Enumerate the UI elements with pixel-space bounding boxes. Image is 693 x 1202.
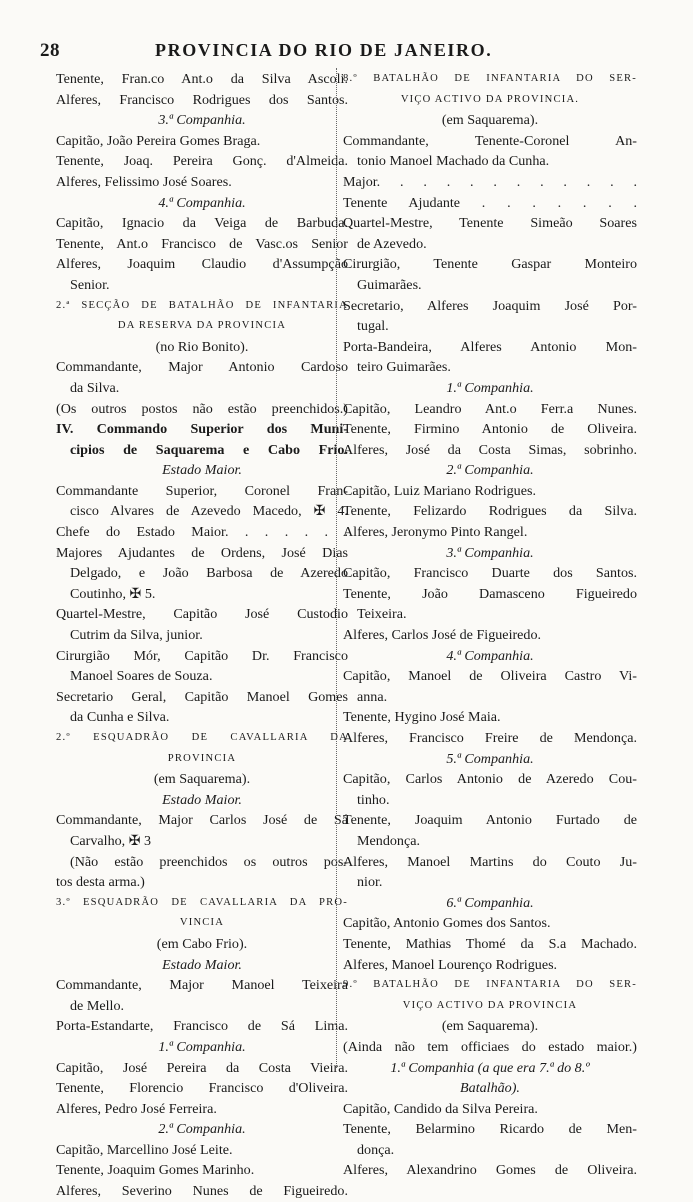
text-line: 2.ª SECÇÃO DE BATALHÃO DE INFANTARIA [56,299,348,311]
text-line: teiro Guimarães. [357,359,451,376]
text-line: Tenente, Fran.co Ant.o da Silva Ascoli. [56,71,348,87]
text-line: Tenente, Joaq. Pereira Gonç. d'Almeida. [56,153,348,170]
right-column [343,69,637,1181]
text-line: (em Saquarema). [153,771,251,788]
text-line: 1.ª Companhia. [446,379,534,396]
text-line: Commandante, Tenente-Coronel An- [343,132,637,149]
text-line: Alferes, Joaquim Claudio d'Assumpção [56,256,348,273]
text-line: tonio Manoel Machado da Cunha. [357,153,550,170]
text-line: Capitão, Luiz Mariano Rodrigues. [343,482,536,499]
text-line: Capitão, Leandro Ant.o Ferr.a Nunes. [343,400,637,417]
text-line: Manoel Soares de Souza. [70,668,213,685]
text-line: Tenente, Belarmino Ricardo de Men- [343,1121,637,1138]
text-line: nior. [357,874,383,891]
column-divider [336,68,337,1068]
text-line: IV. Commando Superior dos Muni- [56,421,348,438]
text-line: de Azevedo. [357,235,427,252]
text-line: Tenente, Ant.o Francisco de Vasc.os Senior [56,235,348,252]
text-line: VIÇO ACTIVO DA PROVINCIA. [400,93,580,105]
text-line: Commandante, Major Carlos José de Sá [56,812,348,829]
text-line: 8.º BATALHÃO DE INFANTARIA DO SER- [343,73,637,84]
text-line: Cirurgião Mór, Capitão Dr. Francisco [56,647,348,664]
text-line: 2.º ESQUADRÃO DE CAVALLARIA DA [56,732,348,743]
text-line: Capitão, Carlos Antonio de Azeredo Cou- [343,771,637,788]
text-line: (em Cabo Frio). [156,935,248,952]
text-line: Secretario, Alferes Joaquim José Por- [343,297,637,314]
text-line: de Mello. [70,997,125,1014]
text-line: Chefe do Estado Maior. . . . . . . [56,524,348,541]
text-line: Estado Maior. [162,462,242,479]
text-line: Alferes, Francisco Rodrigues dos Santos. [56,91,348,108]
text-line: Tenente, Felizardo Rodrigues da Silva. [343,503,637,520]
text-line: Porta-Bandeira, Alferes Antonio Mon- [343,338,637,355]
text-line: Tenente Ajudante . . . . . . . [343,194,637,211]
text-line: (no Rio Bonito). [155,338,249,355]
text-line: Alferes, José da Costa Simas, sobrinho. [343,441,637,458]
text-line: 1.ª Companhia (a que era 7.ª do 8.º [390,1059,590,1076]
text-line: 3.ª Companhia. [446,544,534,561]
text-line: anna. [357,688,388,705]
text-line: Alferes, Pedro José Ferreira. [56,1100,217,1117]
text-line: Alferes, Alexandrino Gomes de Oliveira. [343,1162,637,1179]
text-line: 3.ª Companhia. [158,112,246,129]
text-line: Capitão, Antonio Gomes dos Santos. [343,915,551,932]
text-line: (Os outros postos não estão preenchidos.) [56,400,348,417]
text-line: 3.º ESQUADRÃO DE CAVALLARIA DA PRO- [56,896,348,908]
text-line: 5.ª Companhia. [446,750,534,767]
text-line: da Cunha e Silva. [70,709,170,726]
text-line: VINCIA [179,917,225,929]
text-line: (Ainda não tem officiaes do estado maior.) [343,1038,637,1055]
text-line: Alferes, Jeronymo Pinto Rangel. [343,524,528,541]
page-header [40,40,640,66]
text-line: Quartel-Mestre, Capitão José Custodio [56,606,348,623]
text-line: Tenente, Mathias Thomé da S.a Machado. [343,935,637,952]
text-line: Alferes, Francisco Freire de Mendonça. [343,730,637,746]
text-line: 2.ª Companhia. [158,1121,246,1138]
text-line: Senior. [70,276,110,293]
text-line: tugal. [357,318,389,335]
text-line: Estado Maior. [162,791,242,808]
text-line: 6.ª Companhia. [446,894,534,911]
text-line: 9.º BATALHÃO DE INFANTARIA DO SER- [343,979,637,991]
text-line: Tenente, Florencio Francisco d'Oliveira. [56,1080,348,1097]
text-line: Tenente, Firmino Antonio de Oliveira. [343,421,637,438]
text-line: DA RESERVA DA PROVINCIA [117,320,287,332]
text-line: Tenente, Joaquim Gomes Marinho. [56,1162,255,1179]
text-line: Coutinho, ✠ 5. [70,585,156,602]
text-line: Capitão, Marcellino José Leite. [56,1141,233,1158]
text-line: Commandante Superior, Coronel Fran- [56,482,348,499]
text-line: Capitão, Manoel de Oliveira Castro Vi- [343,668,637,685]
text-line: Quartel-Mestre, Tenente Simeão Soares [343,215,637,232]
text-line: Cutrim da Silva, junior. [70,627,203,644]
text-line: Capitão, Ignacio da Veiga de Barbuda. [56,215,348,232]
text-line: Commandante, Major Manoel Teixeira [56,977,348,994]
text-line: (em Saquarema). [441,1018,539,1035]
text-line: Cirurgião, Tenente Gaspar Monteiro [343,256,637,273]
text-line: Capitão, João Pereira Gomes Braga. [56,132,261,149]
text-line: tos desta arma.) [56,874,145,891]
text-line: Alferes, Severino Nunes de Figueiredo. [56,1183,348,1200]
text-line: Tenente, Hygino José Maia. [343,709,501,726]
text-line: donça. [357,1141,395,1158]
text-line: Commandante, Major Antonio Cardoso [56,359,348,376]
text-line: 2.ª Companhia. [446,462,534,479]
text-line: Tenente, João Damasceno Figueiredo [343,585,637,602]
text-line: Estado Maior. [162,956,242,973]
text-line: cipios de Saquarema e Cabo Frio. [70,441,348,458]
text-line: Guimarães. [357,276,422,293]
text-line: 4.ª Companhia. [158,194,246,211]
text-line: Alferes, Felissimo José Soares. [56,173,232,190]
text-line: Delgado, e João Barbosa de Azeredo [70,565,348,582]
text-line: Capitão, José Pereira da Costa Vieira. [56,1059,348,1076]
text-line: Porta-Estandarte, Francisco de Sá Lima. [56,1018,348,1035]
text-line: Capitão, Francisco Duarte dos Santos. [343,565,637,582]
text-line: da Silva. [70,379,120,396]
text-line: Alferes, Manoel Lourenço Rodrigues. [343,956,558,973]
text-line: 4.ª Companhia. [446,647,534,664]
text-line: (em Saquarema). [441,112,539,129]
text-line: VIÇO ACTIVO DA PROVINCIA [402,999,578,1011]
text-line: Tenente, Joaquim Antonio Furtado de [343,812,637,829]
text-line: Major. . . . . . . . . . . . [343,173,637,190]
page-number: 28 [40,40,60,61]
running-title: PROVINCIA DO RIO DE JANEIRO. [155,40,493,60]
text-line: Alferes, Manoel Martins do Couto Ju- [343,853,637,870]
left-column [56,69,348,1202]
text-line: PROVINCIA [167,752,237,764]
text-line: (Não estão preenchidos os outros pos- [70,853,348,870]
text-line: Mendonça. [357,832,421,849]
text-line: cisco Alvares de Azevedo Macedo, ✠ 4. [70,503,348,520]
text-line: Batalhão). [460,1080,520,1097]
text-line: Teixeira. [357,606,407,623]
text-line: 1.ª Companhia. [158,1038,246,1055]
text-line: Majores Ajudantes de Ordens, José Dias [56,544,348,561]
text-line: tinho. [357,791,390,808]
text-line: Carvalho, ✠ 3 [70,832,152,849]
text-line: Capitão, Candido da Silva Pereira. [343,1100,538,1117]
text-line: Alferes, Carlos José de Figueiredo. [343,627,542,644]
text-line: Secretario Geral, Capitão Manoel Gomes [56,688,348,705]
